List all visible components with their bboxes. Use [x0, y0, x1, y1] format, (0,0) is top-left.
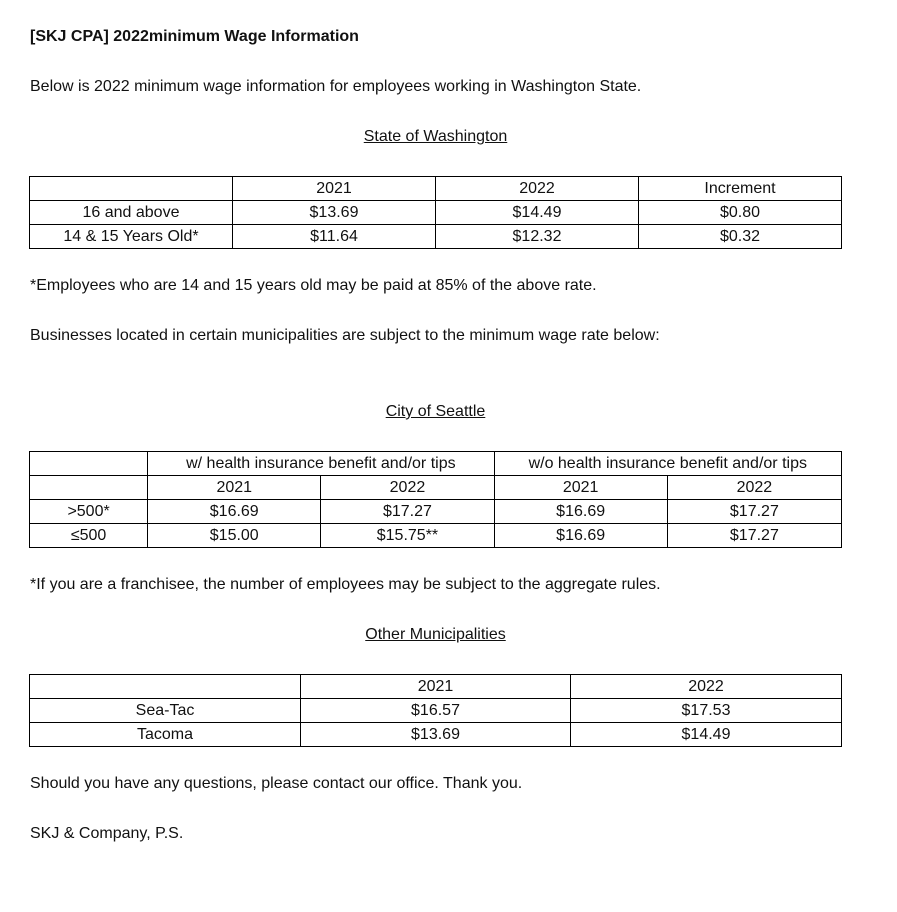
- table-cell: 2021: [148, 476, 321, 500]
- washington-table: [29, 176, 842, 249]
- table-header-row: [30, 675, 842, 699]
- table-cell: $17.27: [667, 500, 841, 524]
- table-cell: w/ health insurance benefit and/or tips: [148, 452, 494, 476]
- table-cell: $0.80: [639, 201, 842, 225]
- table-cell: [30, 476, 148, 500]
- table-cell: $17.27: [667, 524, 841, 548]
- table-cell: $15.75**: [321, 524, 494, 548]
- seattle-table: [29, 451, 842, 548]
- table-header-row: [30, 476, 842, 500]
- table-cell: 2021: [233, 177, 436, 201]
- table-row: [30, 723, 842, 747]
- table-row: [30, 524, 842, 548]
- table-row: [30, 500, 842, 524]
- table-cell: 2022: [436, 177, 639, 201]
- table-cell: $0.32: [639, 225, 842, 249]
- table-row: [30, 699, 842, 723]
- table-cell: $17.53: [571, 699, 842, 723]
- table-cell: $13.69: [301, 723, 571, 747]
- table-cell: $14.49: [571, 723, 842, 747]
- table-header-row: [30, 177, 842, 201]
- table-cell: [30, 675, 301, 699]
- closing-paragraph: Should you have any questions, please contact our office. Thank you.: [30, 775, 523, 792]
- municipal-intro: Businesses located in certain municipalities are subject to the minimum wage rate below:: [30, 327, 660, 344]
- other-municipalities-heading: Other Municipalities: [365, 626, 506, 643]
- table-cell: Increment: [639, 177, 842, 201]
- table-cell: $17.27: [321, 500, 494, 524]
- table-cell: 2021: [301, 675, 571, 699]
- table-cell: $12.32: [436, 225, 639, 249]
- minor-rate-note: *Employees who are 14 and 15 years old may be paid at 85% of the above rate.: [30, 277, 597, 294]
- table-cell: 14 & 15 Years Old*: [30, 225, 233, 249]
- table-group-header-row: [30, 452, 842, 476]
- table-cell: $16.69: [494, 500, 667, 524]
- table-cell: $11.64: [233, 225, 436, 249]
- table-cell: $13.69: [233, 201, 436, 225]
- table-cell: 16 and above: [30, 201, 233, 225]
- table-cell: 2022: [321, 476, 494, 500]
- table-row: [30, 225, 842, 249]
- other-municipalities-table: [29, 674, 842, 747]
- franchise-note: *If you are a franchisee, the number of employees may be subject to the aggregate rules.: [30, 576, 661, 593]
- table-cell: $14.49: [436, 201, 639, 225]
- table-cell: 2021: [494, 476, 667, 500]
- table-cell: Sea-Tac: [30, 699, 301, 723]
- table-cell: $15.00: [148, 524, 321, 548]
- table-cell: w/o health insurance benefit and/or tips: [494, 452, 841, 476]
- table-cell: ≤500: [30, 524, 148, 548]
- document-title: [SKJ CPA] 2022minimum Wage Information: [30, 28, 359, 45]
- table-cell: Tacoma: [30, 723, 301, 747]
- table-cell: $16.69: [148, 500, 321, 524]
- table-cell: 2022: [571, 675, 842, 699]
- table-row: [30, 201, 842, 225]
- table-cell: [30, 177, 233, 201]
- seattle-heading: City of Seattle: [385, 403, 486, 420]
- intro-paragraph: Below is 2022 minimum wage information for employees working in Washington State.: [30, 78, 642, 95]
- table-cell: >500*: [30, 500, 148, 524]
- table-cell: $16.57: [301, 699, 571, 723]
- table-cell: $16.69: [494, 524, 667, 548]
- washington-heading: State of Washington: [363, 128, 508, 145]
- table-cell: [30, 452, 148, 476]
- signature: SKJ & Company, P.S.: [30, 825, 184, 842]
- table-cell: 2022: [667, 476, 841, 500]
